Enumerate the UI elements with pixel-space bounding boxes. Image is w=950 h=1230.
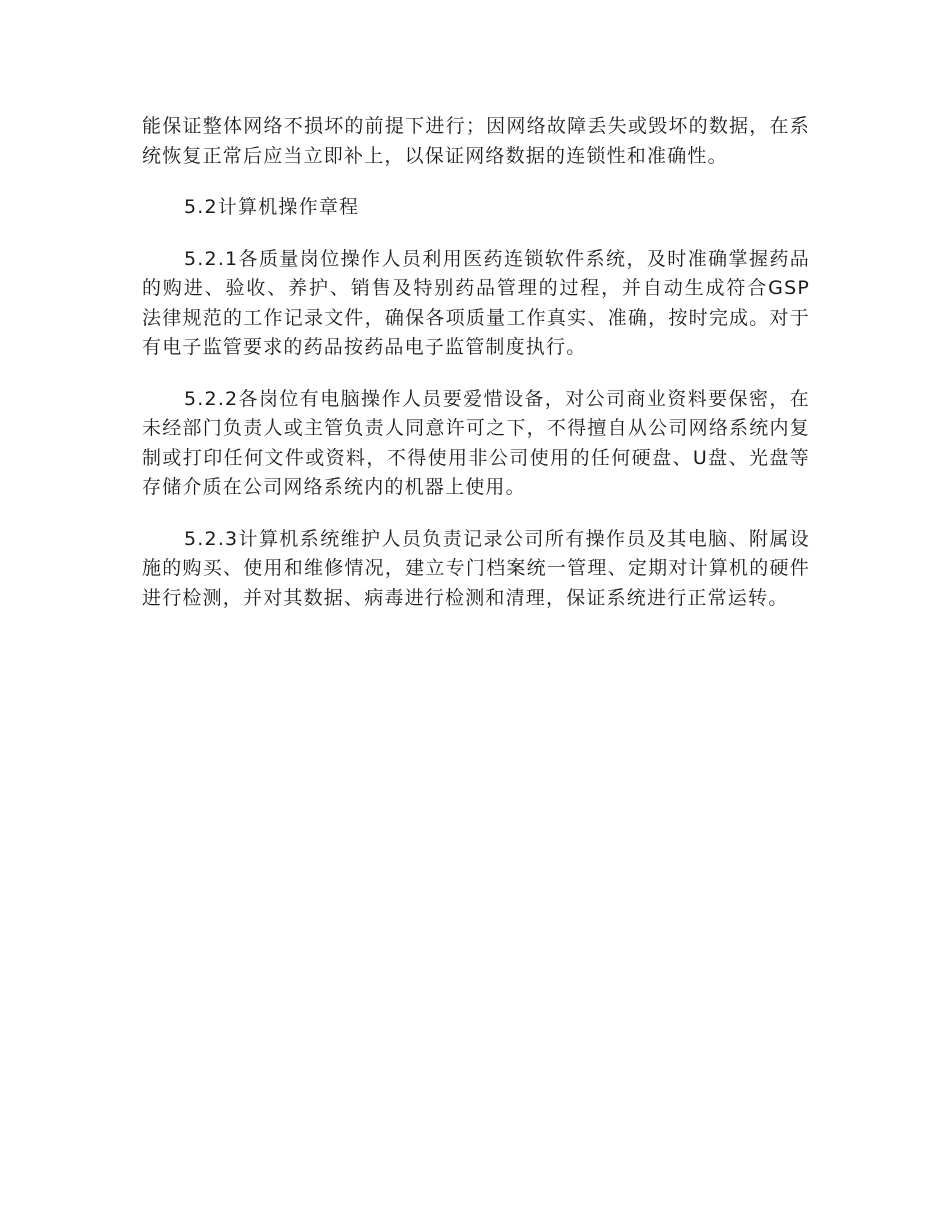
- section-heading-5-2: 5.2计算机操作章程: [184, 196, 360, 218]
- paragraph-clause-5-2-2: 5.2.2各岗位有电脑操作人员要爱惜设备，对公司商业资料要保密，在未经部门负责人或主管负责人同意许可之下，不得擅自从公司网络系统内复制或打印任何文件或资料，不得使用非公司使用的任何硬盘、U盘、光盘等存储介质在公司网络系统内的机器上使用。: [142, 387, 810, 498]
- paragraph-clause-5-2-3: 5.2.3计算机系统维护人员负责记录公司所有操作员及其电脑、附属设施的购买、使用和维修情况，建立专门档案统一管理、定期对计算机的硬件进行检测，并对其数据、病毒进行检测和清理，保证系统进行正常运转。: [142, 527, 810, 609]
- document-body: [142, 112, 810, 635]
- paragraph-clause-5-2-1: 5.2.1各质量岗位操作人员利用医药连锁软件系统，及时准确掌握药品的购进、验收、养护、销售及特别药品管理的过程，并自动生成符合GSP法律规范的工作记录文件，确保各项质量工作真实、准确，按时完成。对于有电子监管要求的药品按药品电子监管制度执行。: [142, 247, 810, 358]
- paragraph-continuation: 能保证整体网络不损坏的前提下进行；因网络故障丢失或毁坏的数据，在系统恢复正常后应当立即补上，以保证网络数据的连锁性和准确性。: [142, 115, 810, 167]
